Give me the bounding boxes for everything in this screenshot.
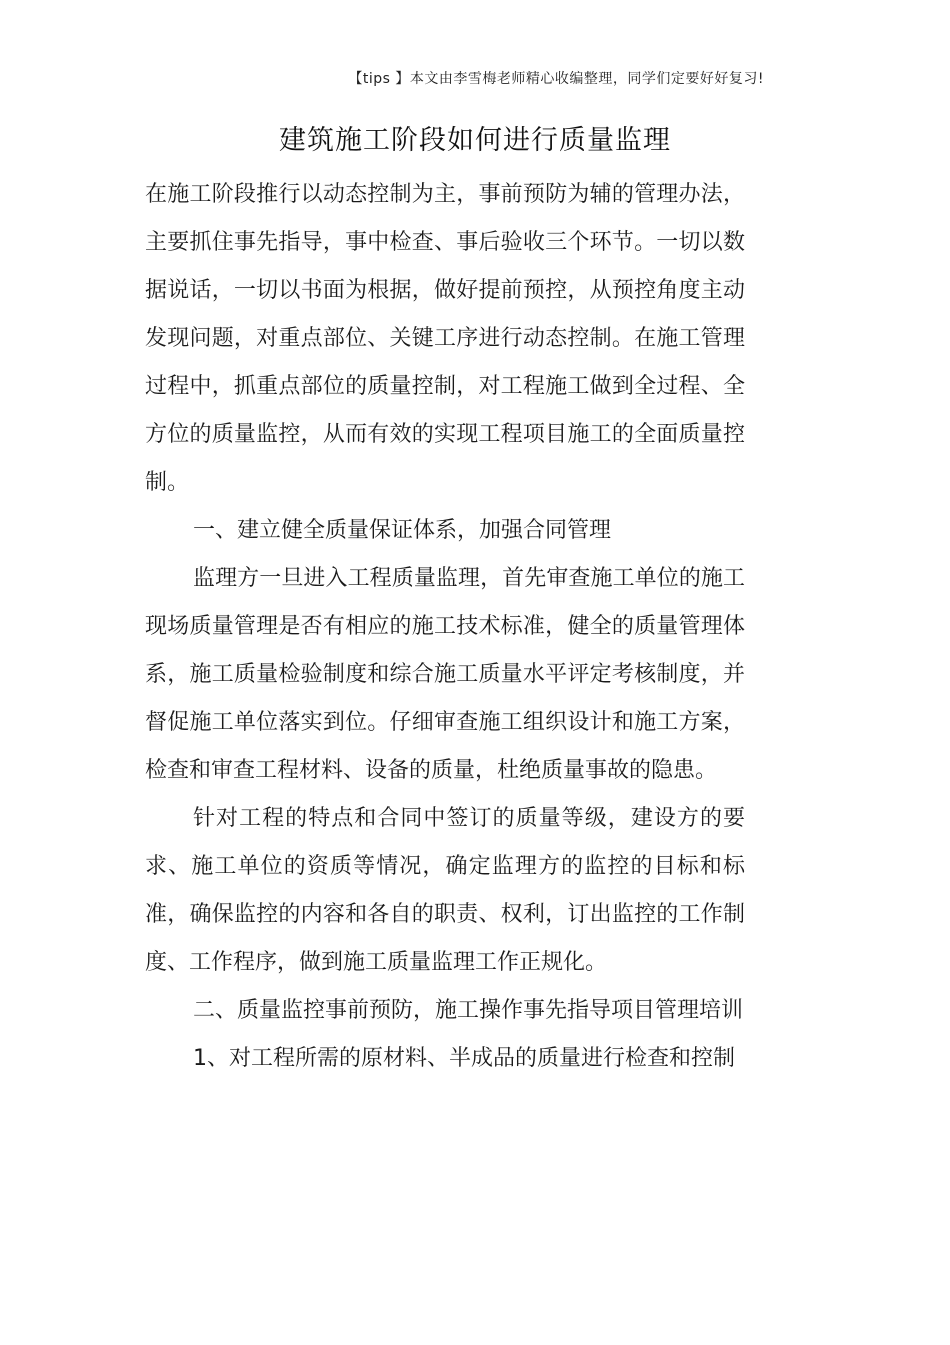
document-body <box>145 171 745 1083</box>
subsection-heading-1: 1、对工程所需的原材料、半成品的质量进行检查和控制 <box>193 1046 735 1071</box>
paragraph-contract-management: 针对工程的特点和合同中签订的质量等级，建设方的要求、施工单位的资质等情况，确定监理方的监控的目标和标准，确保监控的内容和各自的职责、权利，订出监控的工作制度、工作程序，做到施工质量监理工作正规化。 <box>145 806 745 975</box>
paragraph-intro: 在施工阶段推行以动态控制为主，事前预防为辅的管理办法，主要抓住事先指导，事中检查、事后验收三个环节。一切以数据说话，一切以书面为根据，做好提前预控，从预控角度主动发现问题，对重点部位、关键工序进行动态控制。在施工管理过程中，抓重点部位的质量控制，对工程施工做到全过程、全方位的质量监控，从而有效的实现工程项目施工的全面质量控制。 <box>145 182 745 495</box>
paragraph-quality-system: 监理方一旦进入工程质量监理，首先审查施工单位的施工现场质量管理是否有相应的施工技术标准，健全的质量管理体系，施工质量检验制度和综合施工质量水平评定考核制度，并督促施工单位落实到位。仔细审查施工组织设计和施工方案，检查和审查工程材料、设备的质量，杜绝质量事故的隐患。 <box>145 566 745 783</box>
document-title: 建筑施工阶段如何进行质量监理 <box>279 125 671 156</box>
section-heading-1: 一、建立健全质量保证体系，加强合同管理 <box>193 518 612 543</box>
section-heading-2: 二、质量监控事前预防，施工操作事先指导项目管理培训 <box>193 998 744 1023</box>
header-tips: 【tips 】本文由李雪梅老师精心收编整理，同学们定要好好复习! <box>348 71 764 87</box>
